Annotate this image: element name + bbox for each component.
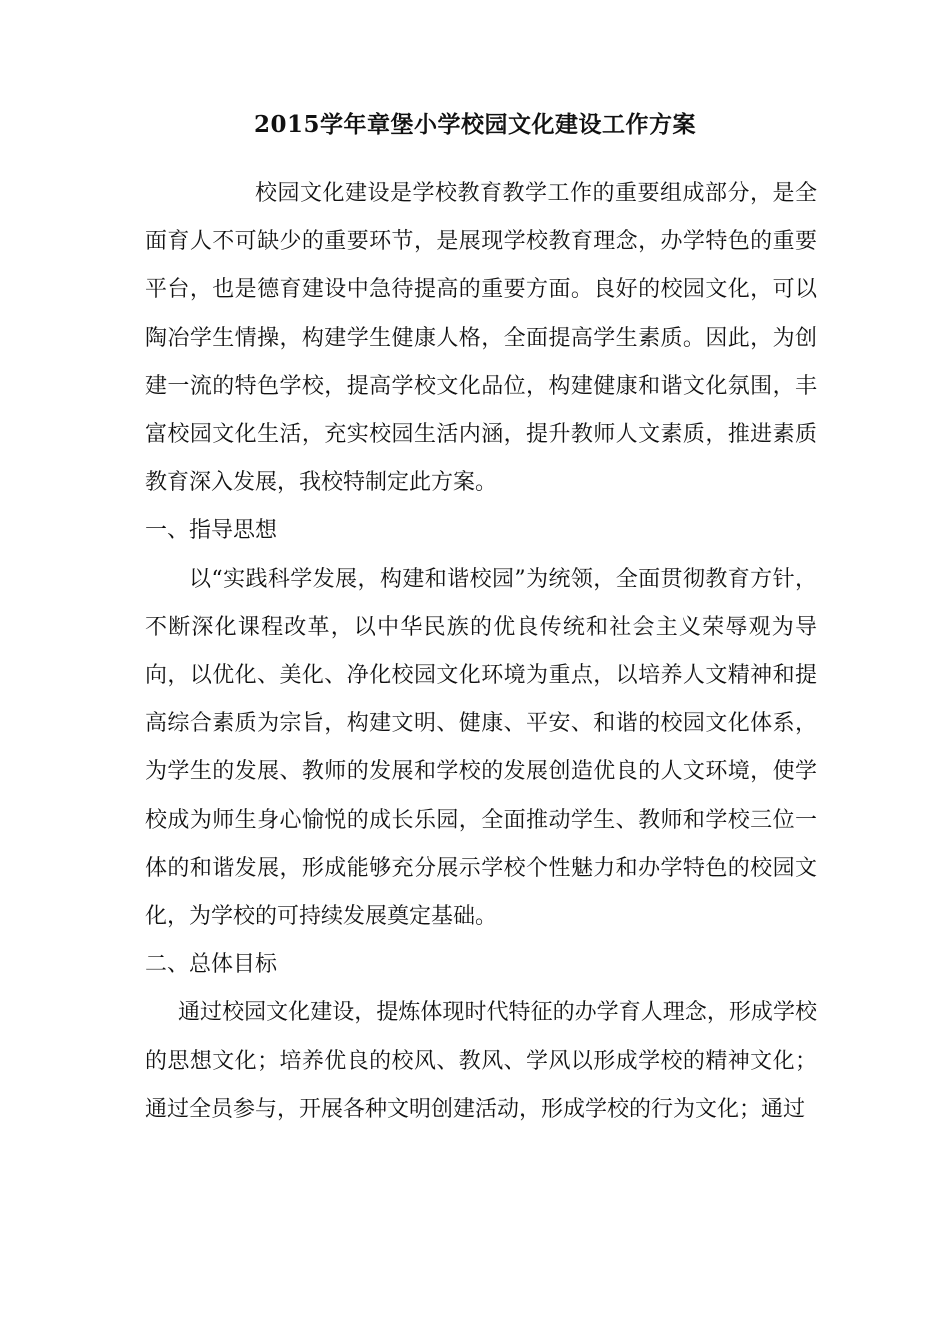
document-title: 2015学年章堡小学校园文化建设工作方案 (253, 111, 696, 138)
document-body (145, 170, 817, 1134)
guiding-ideology-paragraph: 以“实践科学发展，构建和谐校园”为统领，全面贯彻教育方针，不断深化课程改革，以中华民族的优良传统和社会主义荣辱观为导向，以优化、美化、净化校园文化环境为重点，以培养人文精神和提高综合素质为宗旨，构建文明、健康、平安、和谐的校园文化体系，为学生的发展、教师的发展和学校的发展创造优良的人文环境，使学校成为师生身心愉悦的成长乐园，全面推动学生、教师和学校三位一体的和谐发展，形成能够充分展示学校个性魅力和办学特色的校园文化，为学校的可持续发展奠定基础。 (145, 566, 817, 930)
section-heading-overall-goals: 二、总体目标 (145, 952, 278, 978)
overall-goals-paragraph: 通过校园文化建设，提炼体现时代特征的办学育人理念，形成学校的思想文化；培养优良的校风、教风、学风以形成学校的精神文化；通过全员参与，开展各种文明创建活动，形成学校的行为文化；通过 (145, 1000, 817, 1122)
intro-paragraph: 校园文化建设是学校教育教学工作的重要组成部分，是全面育人不可缺少的重要环节，是展现学校教育理念，办学特色的重要平台，也是德育建设中急待提高的重要方面。良好的校园文化，可以陶冶学生情操，构建学生健康人格，全面提高学生素质。因此，为创建一流的特色学校，提高学校文化品位，构建健康和谐文化氛围，丰富校园文化生活，充实校园生活内涵，提升教师人文素质，推进素质教育深入发展，我校特制定此方案。 (145, 181, 817, 496)
section-heading-guiding-ideology: 一、指导思想 (145, 518, 278, 544)
